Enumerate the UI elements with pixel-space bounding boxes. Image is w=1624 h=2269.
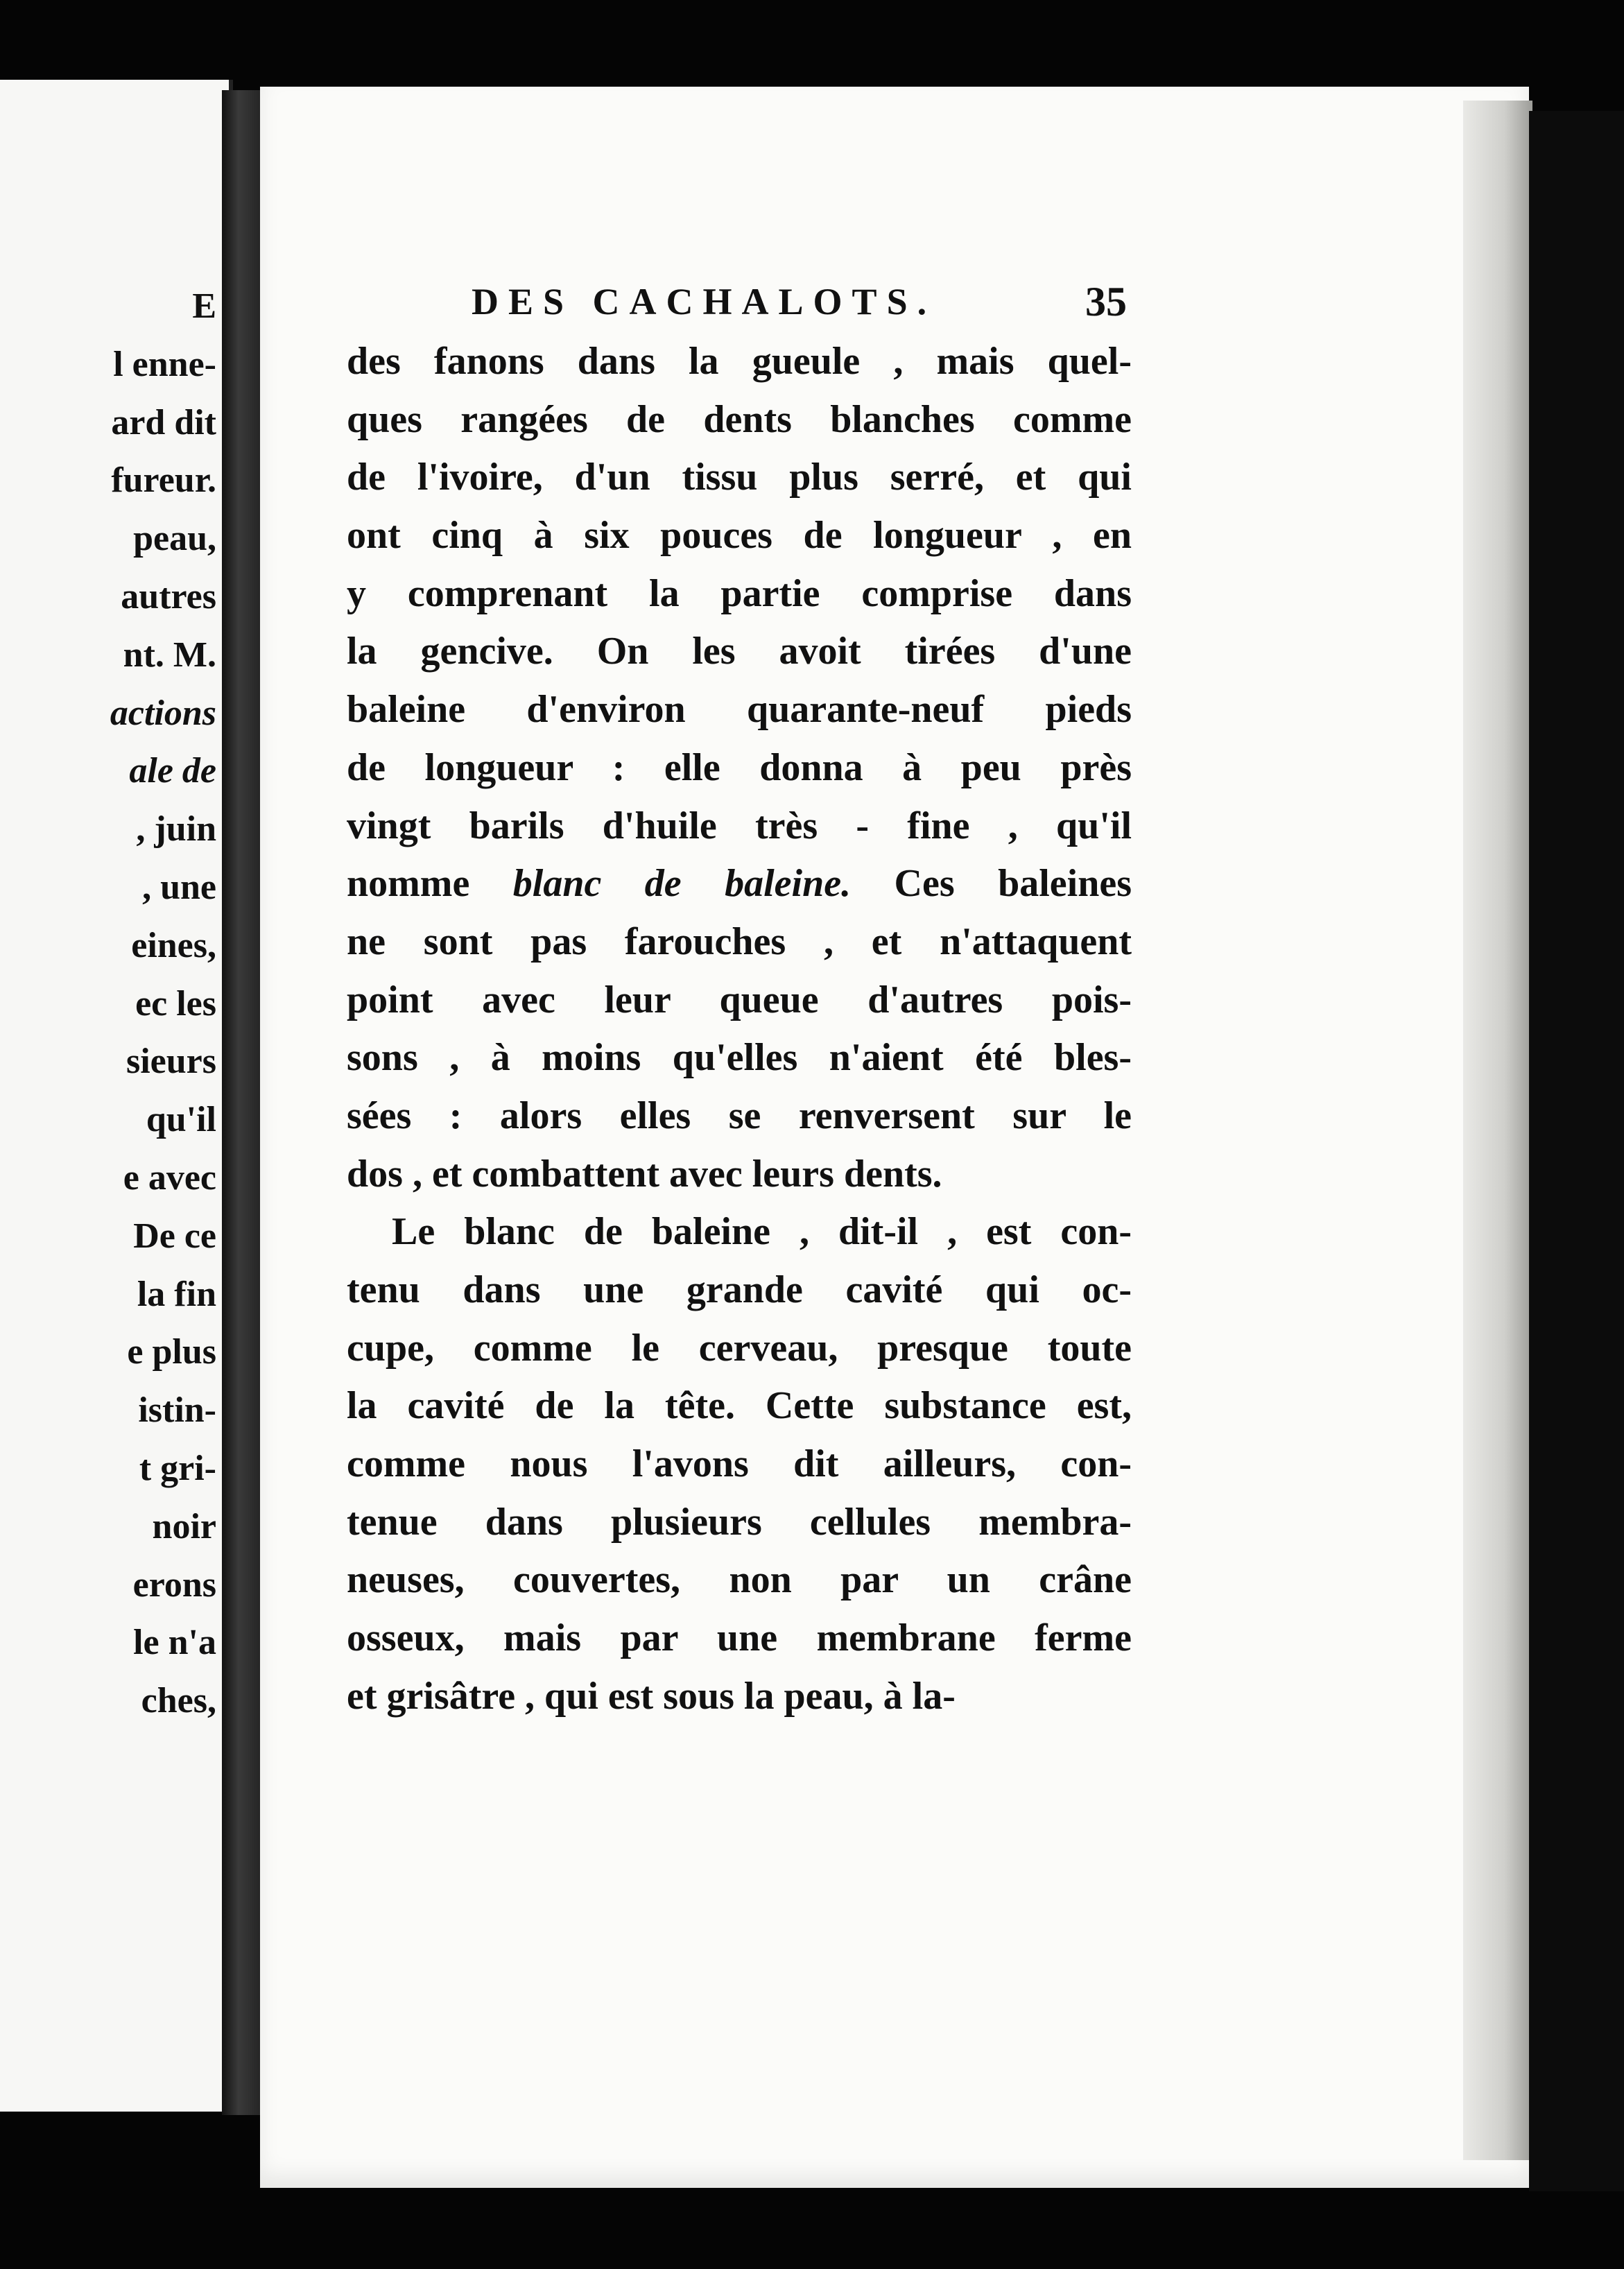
text-line: ne sont pas farouches , et n'attaquent bbox=[347, 920, 1132, 963]
text-line: comme nous l'avons dit ailleurs, con- bbox=[347, 1442, 1132, 1486]
text-line: ont cinq à six pouces de longueur , en bbox=[347, 514, 1132, 558]
text-line: y comprenant la partie comprise dans bbox=[347, 571, 1132, 615]
text-line: vingt barils d'huile très - fine , qu'il bbox=[347, 804, 1132, 847]
left-line: sieurs bbox=[126, 1042, 216, 1082]
left-line: E bbox=[192, 286, 216, 326]
text-line: et grisâtre , qui est sous la peau, à la- bbox=[347, 1674, 956, 1718]
text-line: osseux, mais par une membrane ferme bbox=[347, 1616, 1132, 1660]
text-line: cupe, comme le cerveau, presque toute bbox=[347, 1326, 1132, 1370]
text-line: des fanons dans la gueule , mais quel- bbox=[347, 340, 1132, 383]
left-line: le n'a bbox=[133, 1623, 216, 1663]
left-page-text bbox=[0, 277, 216, 1730]
left-line: e plus bbox=[127, 1332, 216, 1372]
page-header bbox=[347, 270, 1127, 333]
text-segment: nomme bbox=[347, 862, 470, 906]
text-line: ques rangées de dents blanches comme bbox=[347, 397, 1132, 441]
left-line: , juin bbox=[136, 809, 216, 849]
text-segment: Ces baleines bbox=[894, 862, 1132, 906]
running-head: DES CACHALOTS. bbox=[472, 281, 937, 322]
text-line: de l'ivoire, d'un tissu plus serré, et qui bbox=[347, 456, 1132, 499]
page-number: 35 bbox=[1085, 279, 1127, 325]
left-page bbox=[0, 80, 233, 2112]
book-cover-edge bbox=[1529, 111, 1624, 2191]
text-line: point avec leur queue d'autres pois- bbox=[347, 978, 1132, 1021]
book-gutter bbox=[222, 90, 264, 2115]
text-line: dos , et combattent avec leurs dents. bbox=[347, 1152, 942, 1196]
left-line: e avec bbox=[123, 1157, 216, 1198]
text-line: baleine d'environ quarante-neuf pieds bbox=[347, 688, 1132, 732]
text-line: la cavité de la tête. Cette substance est, bbox=[347, 1384, 1132, 1428]
text-line: sées : alors elles se renversent sur le bbox=[347, 1094, 1132, 1137]
left-line: ale de bbox=[129, 751, 216, 791]
left-line: eines, bbox=[131, 925, 216, 965]
left-line: l enne- bbox=[113, 344, 216, 384]
text-line bbox=[347, 855, 1132, 913]
left-line: erons bbox=[132, 1564, 216, 1605]
left-line: istin- bbox=[138, 1390, 216, 1431]
left-line: actions bbox=[110, 693, 216, 733]
left-line: ard dit bbox=[111, 402, 216, 442]
text-line: neuses, couvertes, non par un crâne bbox=[347, 1558, 1132, 1602]
text-line: tenu dans une grande cavité qui oc- bbox=[347, 1268, 1132, 1311]
left-line: ches, bbox=[141, 1681, 216, 1721]
left-line: autres bbox=[121, 576, 216, 616]
italic-term: blanc de baleine. bbox=[512, 862, 852, 906]
text-line: la gencive. On les avoit tirées d'une bbox=[347, 630, 1132, 673]
left-line: noir bbox=[152, 1506, 216, 1546]
page-edge bbox=[1463, 101, 1532, 2160]
left-line: peau, bbox=[133, 519, 216, 559]
left-line: t gri- bbox=[139, 1448, 216, 1488]
left-line: ec les bbox=[135, 983, 216, 1024]
left-line: la fin bbox=[137, 1274, 216, 1314]
left-line: , une bbox=[142, 867, 216, 907]
text-line: Le blanc de baleine , dit-il , est con- bbox=[392, 1210, 1132, 1254]
left-line: fureur. bbox=[111, 460, 216, 501]
left-line: nt. M. bbox=[123, 635, 216, 675]
text-line: de longueur : elle donna à peu près bbox=[347, 745, 1132, 789]
body-text bbox=[347, 333, 1132, 1726]
left-line: qu'il bbox=[146, 1100, 216, 1140]
text-line: sons , à moins qu'elles n'aient été bles- bbox=[347, 1036, 1132, 1080]
text-line: tenue dans plusieurs cellules membra- bbox=[347, 1500, 1132, 1544]
left-line: De ce bbox=[133, 1216, 216, 1256]
